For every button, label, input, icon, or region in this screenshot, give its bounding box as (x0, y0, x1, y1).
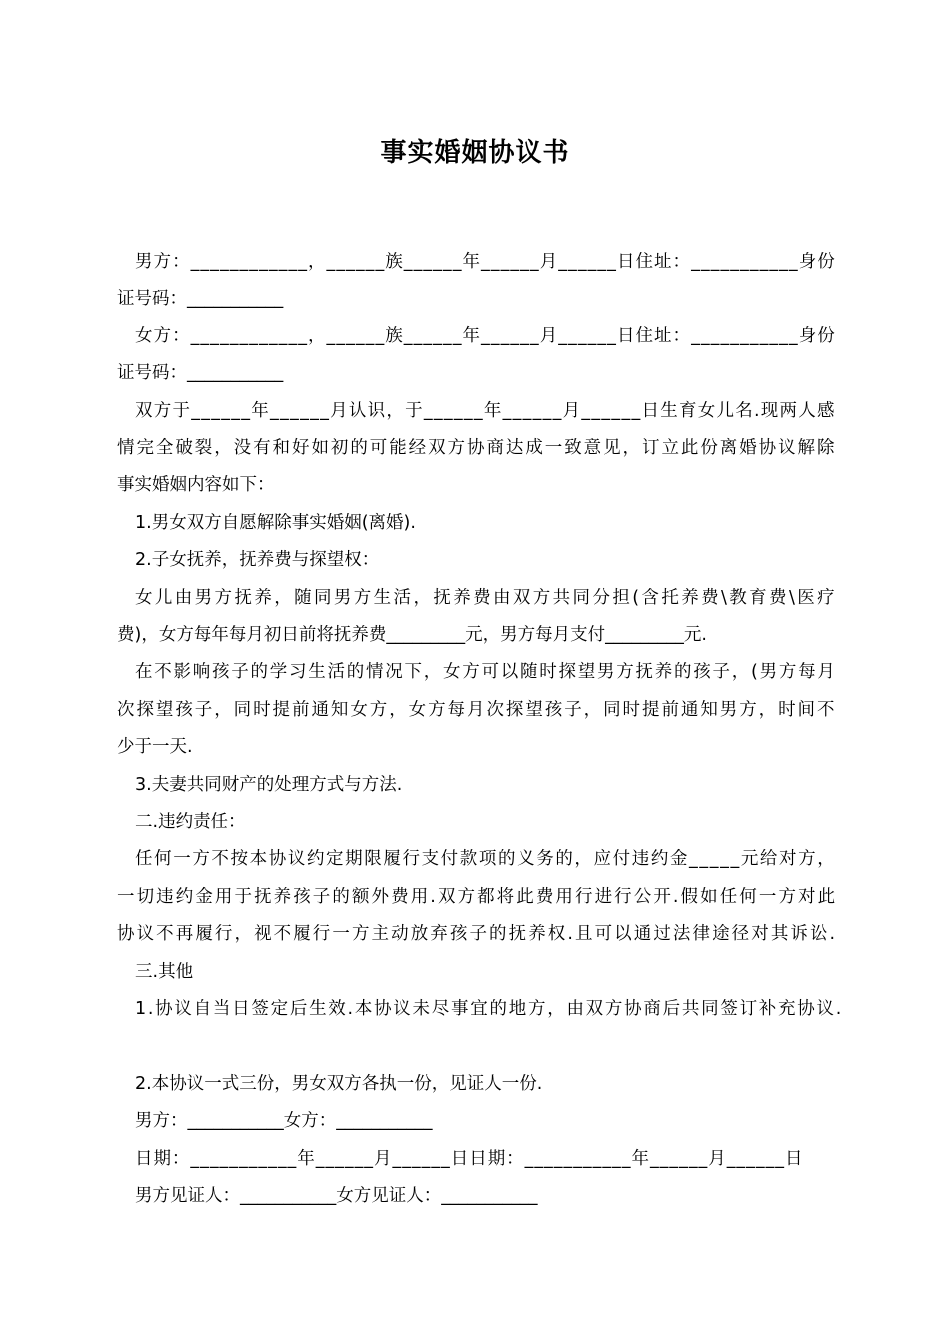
text-line: 男方：____________，______族______年______月______日住址：___________身份 (135, 252, 836, 272)
text-line: 一切违约金用于抚养孩子的额外费用.双方都将此费用行进行公开.假如任何一方对此 (117, 887, 838, 907)
text-line: 女儿由男方抚养，随同男方生活，抚养费由双方共同分担(含托养费\教育费\医疗 (135, 588, 838, 608)
text-line: 次探望孩子，同时提前通知女方，女方每月次探望孩子，同时提前通知男方，时间不 (117, 700, 837, 720)
text-line: 证号码：___________ (117, 289, 284, 309)
text-line: 二.违约责任： (135, 812, 246, 832)
text-line: 2.子女抚养，抚养费与探望权： (135, 550, 380, 570)
text-line: 三.其他 (135, 962, 194, 982)
text-line: 日期：___________年______月______日日期：___________年______月______日 (135, 1149, 804, 1169)
text-line: 女方：____________，______族______年______月______日住址：___________身份 (135, 326, 836, 346)
text-line: 协议不再履行，视不履行一方主动放弃孩子的抚养权.且可以通过法律途径对其诉讼. (117, 924, 838, 944)
text-line: 事实婚姻内容如下： (117, 475, 275, 495)
text-line: 费)，女方每年每月初日前将抚养费_________元，男方每月支付_________元. (117, 625, 707, 645)
text-line: 任何一方不按本协议约定期限履行支付款项的义务的，应付违约金_____元给对方， (135, 849, 837, 869)
text-line: 1.协议自当日签定后生效.本协议未尽事宜的地方，由双方协商后共同签订补充协议. (135, 999, 844, 1019)
text-line: 证号码：___________ (117, 363, 284, 383)
text-line: 少于一天. (117, 737, 193, 757)
text-line: 1.男女双方自愿解除事实婚姻(离婚). (135, 513, 416, 533)
text-line: 3.夫妻共同财产的处理方式与方法. (135, 775, 403, 795)
text-line: 情完全破裂，没有和好如初的可能经双方协商达成一致意见，订立此份离婚协议解除 (117, 438, 837, 458)
document-title: 事实婚姻协议书 (380, 138, 570, 168)
text-line: 双方于______年______月认识，于______年______月______日生育女儿名.现两人感 (135, 401, 836, 421)
text-line: 在不影响孩子的学习生活的情况下，女方可以随时探望男方抚养的孩子，(男方每月 (135, 662, 837, 682)
text-line: 2.本协议一式三份，男女双方各执一份，见证人一份. (135, 1074, 543, 1094)
text-line: 男方：___________女方：___________ (135, 1111, 433, 1131)
text-line: 男方见证人：___________女方见证人：___________ (135, 1186, 538, 1206)
